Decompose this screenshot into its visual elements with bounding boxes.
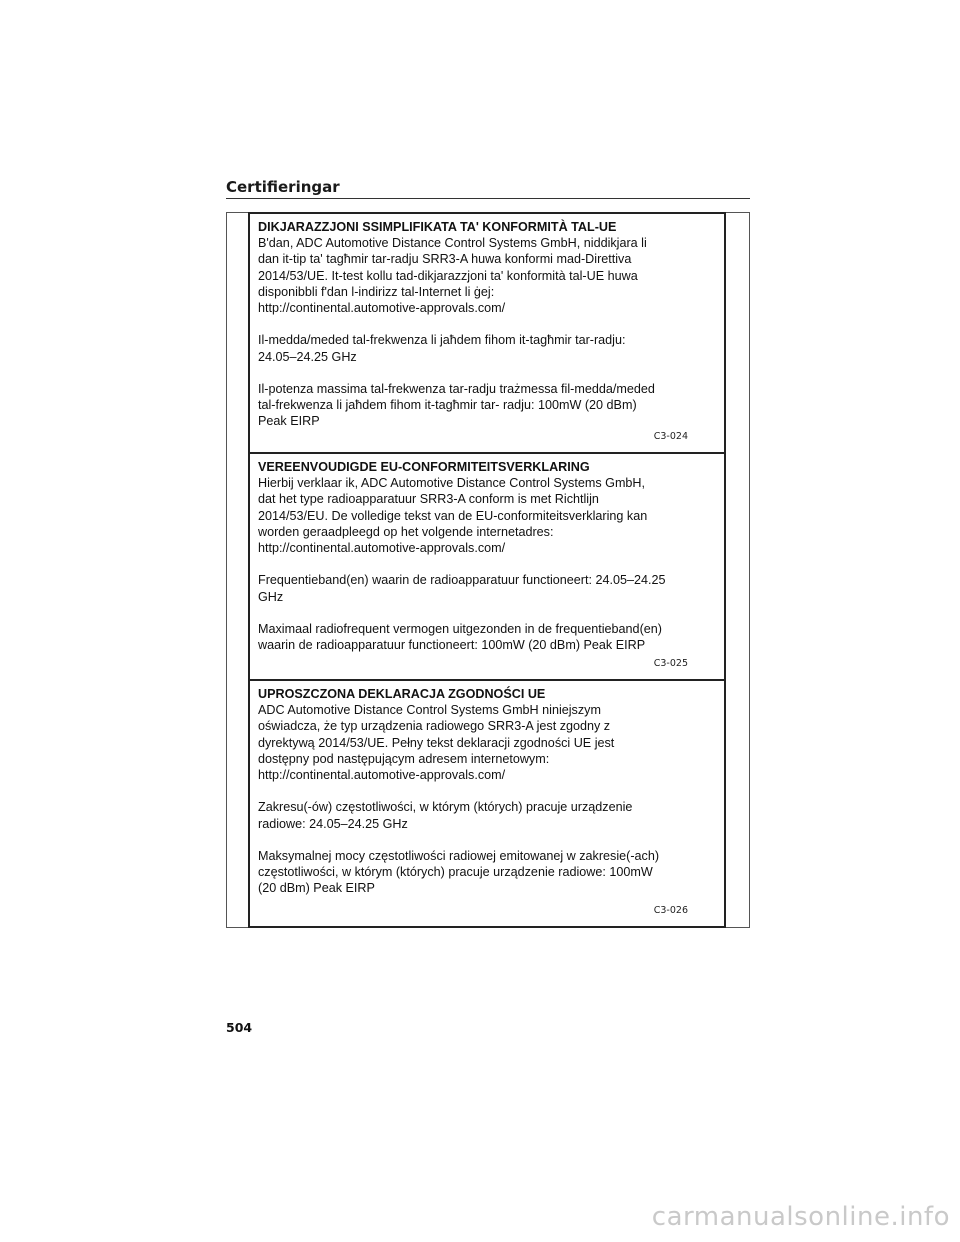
panel-paragraph: ADC Automotive Distance Control Systems GmbH niniejszym oświadcza, że typ urządzenia radiowego SRR3-A jest zgodny z dyrektywą 2014/53/UE. Pełny tekst deklaracji zgodności UE jest dostępny pod następującym adresem internetowym: http://continental.automotive-approvals.com/ bbox=[258, 703, 615, 783]
declaration-panel-dutch bbox=[248, 452, 726, 681]
declaration-panel-polish bbox=[248, 679, 726, 928]
panel-content bbox=[258, 686, 688, 897]
panel-paragraph: Maksymalnej mocy częstotliwości radiowej emitowanej w zakresie(-ach) częstotliwości, w którym (których) pracuje urządzenie radiowe: 100mW (20 dBm) Peak EIRP bbox=[258, 849, 660, 896]
panel-paragraph: Il-medda/meded tal-frekwenza li jaħdem fihom it-tagħmir tar-radju: 24.05–24.25 GHz bbox=[258, 333, 626, 364]
page-number: 504 bbox=[226, 1020, 253, 1035]
panel-content bbox=[258, 459, 688, 653]
panel-paragraph: Il-potenza massima tal-frekwenza tar-radju trażmessa fil-medda/meded tal-frekwenza li jaħdem fihom it-tagħmir tar- radju: 100mW (20 dBm) Peak EIRP bbox=[258, 382, 655, 429]
panel-heading: UPROSZCZONA DEKLARACJA ZGODNOŚCI UE bbox=[258, 687, 546, 701]
figure-code: C3-024 bbox=[653, 431, 688, 442]
declaration-panel-maltese bbox=[248, 212, 726, 454]
panel-heading: VEREENVOUDIGDE EU-CONFORMITEITSVERKLARING bbox=[258, 460, 590, 474]
panel-paragraph: Maximaal radiofrequent vermogen uitgezonden in de frequentieband(en) waarin de radioapparatuur functioneert: 100mW (20 dBm) Peak EIRP bbox=[258, 622, 662, 653]
panel-paragraph: B'dan, ADC Automotive Distance Control Systems GmbH, niddikjara li dan it-tip ta' tagħmir tar-radju SRR3-A huwa konformi mad-Direttiva 2014/53/UE. It-test kollu tad-dikjarazzjoni ta' konformità tal-UE huwa disponibbli f'dan l-indirizz tal-Internet li ġej: http://continental.automotive-approvals.com/ bbox=[258, 236, 647, 316]
panel-heading: DIKJARAZZJONI SSIMPLIFIKATA TA' KONFORMITÀ TAL-UE bbox=[258, 220, 617, 234]
panel-paragraph: Hierbij verklaar ik, ADC Automotive Distance Control Systems GmbH, dat het type radioapparatuur SRR3-A conform is met Richtlijn 2014/53/EU. De volledige tekst van de EU-conformiteitsverklaring kan worden geraadpleegd op het volgende internetadres: http://continental.automotive-approvals.com/ bbox=[258, 476, 648, 556]
figure-code: C3-026 bbox=[653, 905, 688, 916]
panel-paragraph: Frequentieband(en) waarin de radioapparatuur functioneert: 24.05–24.25 GHz bbox=[258, 573, 666, 604]
title-divider bbox=[226, 198, 750, 199]
panel-content bbox=[258, 219, 688, 430]
section-title: Certifieringar bbox=[226, 178, 340, 196]
watermark: carmanualsonline.info bbox=[651, 1202, 950, 1232]
figure-code: C3-025 bbox=[653, 658, 688, 669]
panel-paragraph: Zakresu(-ów) częstotliwości, w którym (których) pracuje urządzenie radiowe: 24.05–24.25 GHz bbox=[258, 800, 633, 831]
